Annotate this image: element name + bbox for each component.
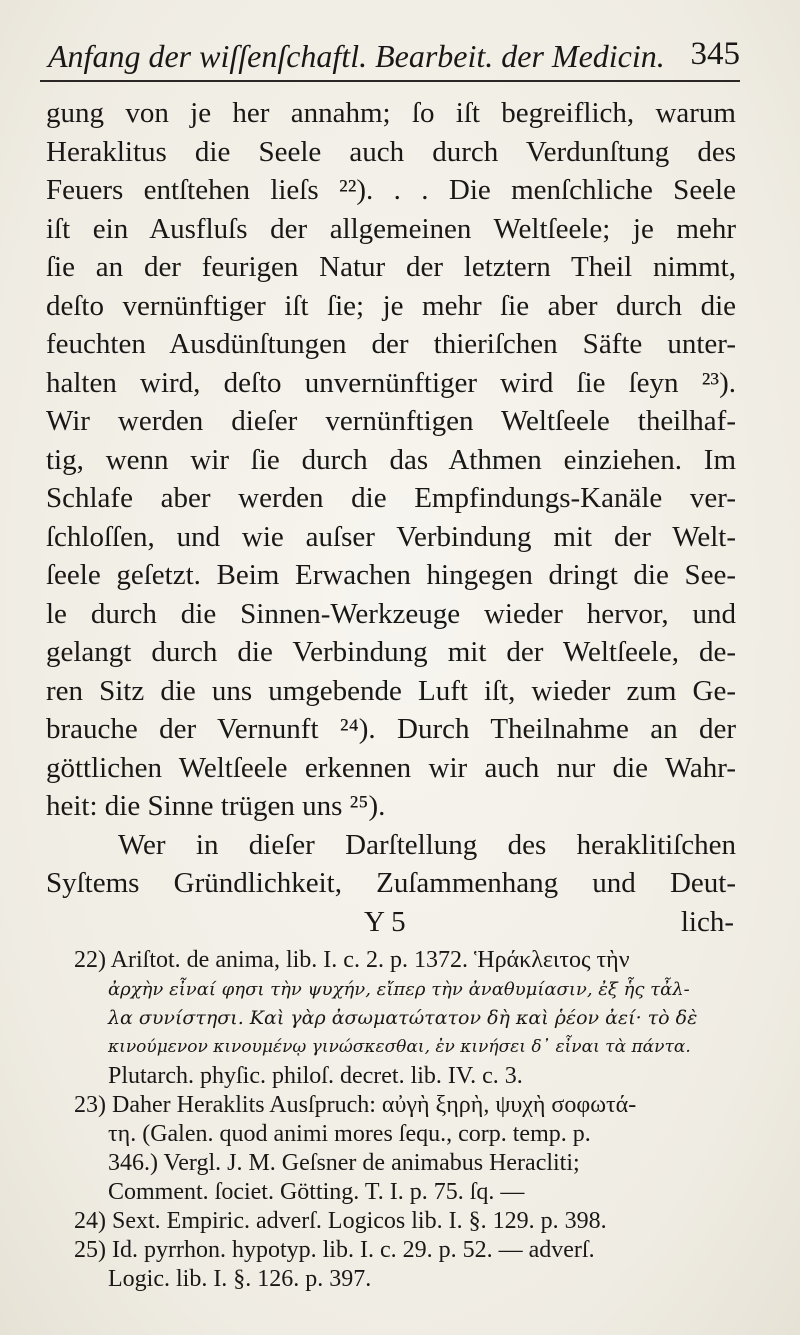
text-line: iſt ein Ausfluſs der allgemeinen Weltſeele; je mehr: [46, 212, 736, 245]
running-header: [40, 36, 740, 82]
footnote-25: [74, 1236, 736, 1294]
text-line: Heraklitus die Seele auch durch Verdunſtung des: [46, 135, 736, 168]
text-line: ſchloſſen, und wie auſser Verbindung mit der Welt-: [46, 520, 736, 553]
text-line: ren Sitz die uns umgebende Luft iſt, wieder zum Ge-: [46, 674, 736, 707]
text-line: göttlichen Weltſeele erkennen wir auch nur die Wahr-: [46, 751, 736, 784]
footnote-line: τη. (Galen. quod animi mores ſequ., corp. temp. p.: [108, 1121, 591, 1147]
footnote-line: Plutarch. phyſic. philoſ. decret. lib. IV. c. 3.: [108, 1063, 523, 1089]
text-line: halten wird, deſto unvernünftiger wird ſie ſeyn ²³).: [46, 366, 736, 399]
footnote-line: λα συνίστησι. Καὶ γὰρ ἀσωματώτατον δὴ καὶ ῥέον ἀεί· τὸ δὲ: [108, 1007, 698, 1029]
footnote-22: [74, 946, 736, 1091]
text-line: tig, wenn wir ſie durch das Athmen einziehen. Im: [46, 443, 736, 476]
footnote-line: 346.) Vergl. J. M. Geſsner de animabus Heracliti;: [108, 1150, 580, 1176]
footnote-line: 23) Daher Heraklits Ausſpruch: αὐγὴ ξηρὴ, ψυχὴ σοφωτά-: [74, 1092, 637, 1118]
text-line: deſto vernünftiger iſt ſie; je mehr ſie aber durch die: [46, 289, 736, 322]
page-number: 345: [690, 36, 740, 72]
footnote-line: Logic. lib. I. §. 126. p. 397.: [108, 1266, 372, 1292]
text-line: Wer in dieſer Darſtellung des heraklitiſchen: [118, 828, 736, 861]
text-line: gung von je her annahm; ſo iſt begreiflich, warum: [46, 97, 736, 129]
footnotes: [74, 946, 736, 1294]
text-line: Feuers entſtehen lieſs ²²). . . Die menſchliche Seele: [46, 174, 736, 206]
text-line: feuchten Ausdünſtungen der thieriſchen Säfte unter-: [46, 328, 736, 360]
text-line: Schlafe aber werden die Empfindungs-Kanäle ver-: [46, 482, 736, 514]
text-line: heit: die Sinne trügen uns ²⁵).: [46, 790, 386, 822]
footnote-23: [74, 1091, 736, 1207]
catchword: lich-: [680, 906, 734, 938]
text-line: gelangt durch die Verbindung mit der Weltſeele, de-: [46, 636, 736, 668]
running-title: Anfang der wiſſenſchaftl. Bearbeit. der Medicin.: [48, 38, 665, 74]
text-line: Syſtems Gründlichkeit, Zuſammenhang und Deut-: [46, 867, 736, 899]
footnote-line: 24) Sext. Empiric. adverſ. Logicos lib. I. §. 129. p. 398.: [74, 1208, 607, 1234]
text-line: le durch die Sinnen-Werkzeuge wieder hervor, und: [46, 597, 736, 630]
signature-mark: Y 5: [364, 906, 406, 938]
footnote-line: κινούμενον κινουμένῳ γινώσκεσθαι, ἐν κινήσει δ᾽ εἶναι τὰ πάντα.: [108, 1037, 691, 1057]
footnote-line: Comment. ſociet. Götting. T. I. p. 75. ſq. —: [108, 1179, 525, 1205]
footnote-line: ἀρχὴν εἶναί φησι τὴν ψυχήν, εἴπερ τὴν ἀναθυμίασιν, ἐξ ἧς τἆλ-: [108, 979, 690, 1000]
text-line: brauche der Vernunft ²⁴). Durch Theilnahme an der: [46, 713, 736, 745]
main-text: [46, 94, 736, 903]
footnote-24: [74, 1207, 736, 1236]
text-line: Wir werden dieſer vernünftigen Weltſeele theilhaf-: [46, 405, 736, 437]
footnote-line: 22) Ariſtot. de anima, lib. I. c. 2. p. 1372. Ἡράκλειτος τὴν: [74, 947, 630, 973]
footnote-line: 25) Id. pyrrhon. hypotyp. lib. I. c. 29. p. 52. — adverſ.: [74, 1237, 595, 1263]
signature-row: [46, 906, 736, 944]
text-line: ſie an der feurigen Natur der letztern Theil nimmt,: [46, 251, 736, 283]
text-line: ſeele geſetzt. Beim Erwachen hingegen dringt die See-: [46, 559, 736, 591]
